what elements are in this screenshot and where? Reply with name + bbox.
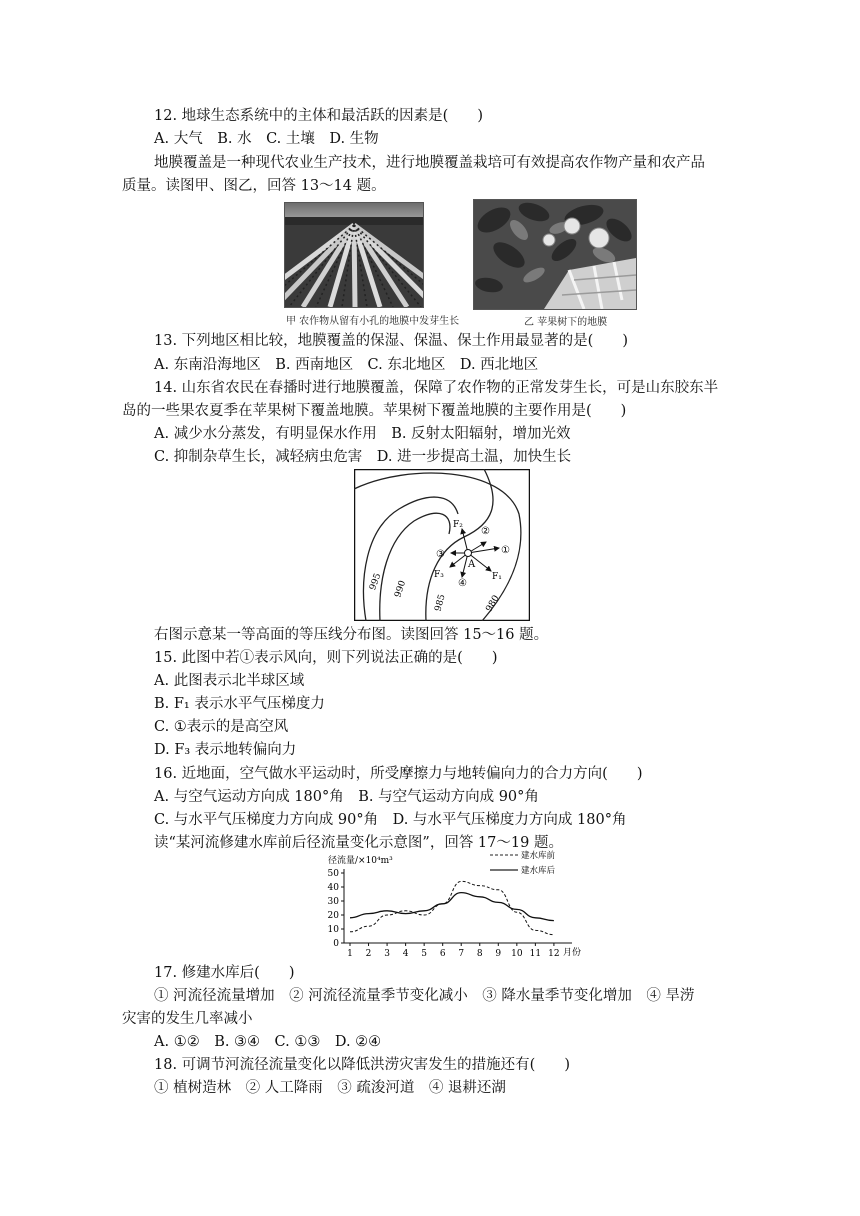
y-tick-label: 40 <box>327 883 339 893</box>
q12-stem: 12. 地球生态系统中的主体和最活跃的因素是( ) <box>154 108 483 124</box>
q12-options: A. 大气 B. 水 C. 土壤 D. 生物 <box>154 131 379 147</box>
q14-options-cd: C. 抑制杂草生长，减轻病虫危害 D. 进一步提高土温，加快生长 <box>154 449 572 465</box>
marker-2: ② <box>481 526 490 537</box>
y-tick-label: 50 <box>327 869 339 879</box>
photo-a-caption: 甲 农作物从留有小孔的地膜中发芽生长 <box>286 316 460 327</box>
chart-ylabel: 径流量/×10⁴m³ <box>328 856 393 866</box>
q16-stem: 16. 近地面，空气做水平运动时，所受摩擦力与地转偏向力的合力方向( ) <box>154 766 643 782</box>
series-line-before <box>350 881 554 934</box>
x-tick-label: 5 <box>421 949 428 959</box>
q13-options: A. 东南沿海地区 B. 西南地区 C. 东北地区 D. 西北地区 <box>154 357 539 373</box>
marker-4: ④ <box>458 578 467 589</box>
legend-after: 建水库后 <box>521 866 556 876</box>
x-tick-label: 2 <box>365 949 372 959</box>
q14-stem-line1: 14. 山东省农民在春播时进行地膜覆盖，保障了农作物的正常发芽生长，可是山东胶东半 <box>154 380 719 396</box>
marker-3: ③ <box>436 549 445 560</box>
y-tick-label: 30 <box>327 897 339 907</box>
force-label-f3: F₃ <box>434 570 444 580</box>
intro-17-19: 读“某河流修建水库前后径流量变化示意图”，回答 17～19 题。 <box>154 835 563 851</box>
q17-statements-line2: 灾害的发生几率减小 <box>122 1011 253 1027</box>
x-tick-label: 12 <box>548 949 560 959</box>
q15-option-d: D. F₃ 表示地转偏向力 <box>154 742 297 758</box>
intro-15-16: 右图示意某一等高面的等压线分布图。读图回答 15～16 题。 <box>154 627 549 643</box>
x-tick-label: 1 <box>347 949 353 959</box>
x-tick-label: 7 <box>458 949 465 959</box>
point-a-label: A <box>468 559 476 570</box>
photo-apple-film <box>473 199 637 310</box>
isobar-diagram <box>354 469 530 621</box>
force-label-f2: F₂ <box>453 520 463 530</box>
q15-option-a: A. 此图表示北半球区域 <box>154 673 305 689</box>
force-label-f1: F₁ <box>492 572 502 582</box>
x-tick-label: 11 <box>529 949 542 959</box>
x-tick-label: 4 <box>402 949 409 959</box>
q14-stem-line2: 岛的一些果农夏季在苹果树下覆盖地膜。苹果树下覆盖地膜的主要作用是( ) <box>122 403 627 419</box>
x-tick-label: 3 <box>384 949 390 959</box>
q18-statements: ① 植树造林 ② 人工降雨 ③ 疏浚河道 ④ 退耕还湖 <box>154 1080 506 1096</box>
q18-stem: 18. 可调节河流径流量变化以降低洪涝灾害发生的措施还有( ) <box>154 1057 570 1073</box>
x-tick-label: 6 <box>439 949 446 959</box>
x-tick-label: 9 <box>495 949 502 959</box>
intro-13-14-line1: 地膜覆盖是一种现代农业生产技术，进行地膜覆盖栽培可有效提高农作物产量和农产品 <box>154 155 705 171</box>
q14-options-ab: A. 减少水分蒸发，有明显保水作用 B. 反射太阳辐射，增加光效 <box>154 426 571 442</box>
q15-stem: 15. 此图中若①表示风向，则下列说法正确的是( ) <box>154 650 498 666</box>
legend-before: 建水库前 <box>521 851 556 861</box>
y-tick-label: 0 <box>333 939 339 949</box>
y-tick-label: 10 <box>327 925 339 935</box>
isobar-label-990: 990 <box>393 579 409 599</box>
chart-xlabel: 月份 <box>563 948 582 958</box>
photo-b-caption: 乙 苹果树下的地膜 <box>524 317 608 328</box>
q15-option-c: C. ①表示的是高空风 <box>154 719 289 735</box>
q17-stem: 17. 修建水库后( ) <box>154 965 295 981</box>
q17-statements-line1: ① 河流径流量增加 ② 河流径流量季节变化减小 ③ 降水量季节变化增加 ④ 旱涝 <box>154 988 695 1004</box>
isobar-label-995: 995 <box>368 572 384 592</box>
isobar-label-985: 985 <box>433 593 448 613</box>
q16-options-ab: A. 与空气运动方向成 180°角 B. 与空气运动方向成 90°角 <box>154 789 539 805</box>
intro-13-14-line2: 质量。读图甲、图乙，回答 13～14 题。 <box>122 178 386 194</box>
point-a-marker <box>465 550 472 557</box>
photo-crop-film <box>284 202 424 308</box>
marker-1: ① <box>501 545 510 556</box>
runoff-chart <box>318 848 598 960</box>
q15-option-b: B. F₁ 表示水平气压梯度力 <box>154 696 325 712</box>
q17-options: A. ①② B. ③④ C. ①③ D. ②④ <box>154 1034 382 1050</box>
isobar-label-980: 980 <box>484 593 502 614</box>
x-tick-label: 10 <box>511 949 523 959</box>
q16-options-cd: C. 与水平气压梯度力方向成 90°角 D. 与水平气压梯度力方向成 180°角 <box>154 812 627 828</box>
x-tick-label: 8 <box>476 949 483 959</box>
q13-stem: 13. 下列地区相比较，地膜覆盖的保湿、保温、保土作用最显著的是( ) <box>154 333 628 349</box>
y-tick-label: 20 <box>327 911 339 921</box>
